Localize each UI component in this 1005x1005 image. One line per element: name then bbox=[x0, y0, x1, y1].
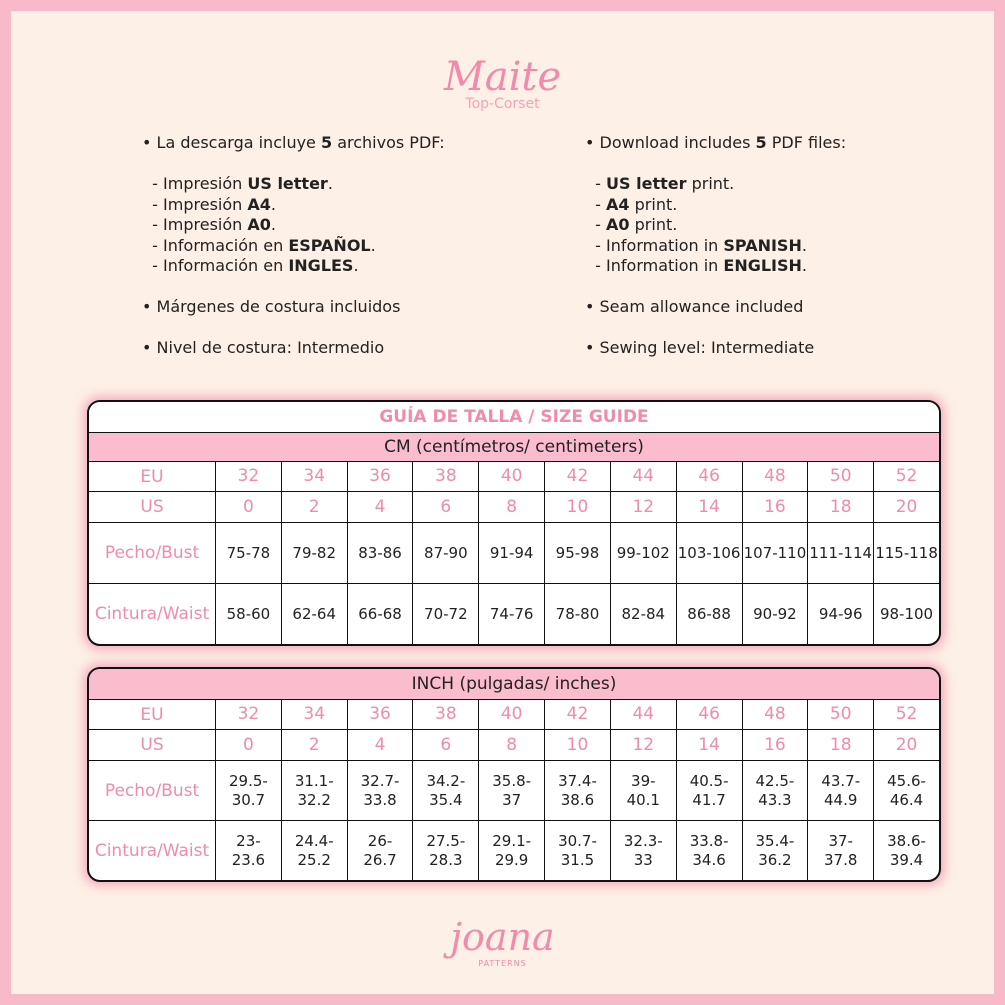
table-cell: 12 bbox=[611, 730, 677, 760]
row-label: EU bbox=[89, 462, 216, 491]
row-label: US bbox=[89, 492, 216, 522]
row-label: Pecho/Bust bbox=[89, 761, 216, 820]
table-cell: 35.8- 37 bbox=[479, 761, 545, 820]
table-cell: 44 bbox=[611, 462, 677, 491]
table-cell: 32 bbox=[216, 462, 282, 491]
row-label: US bbox=[89, 730, 216, 760]
table-cell: 34 bbox=[282, 462, 348, 491]
table-cell: 32.3- 33 bbox=[611, 821, 677, 880]
file-list-item: - US letter print. bbox=[585, 174, 735, 193]
table-cell: 44 bbox=[611, 700, 677, 729]
level-line: • Sewing level: Intermediate bbox=[585, 338, 815, 357]
table-cell: 82-84 bbox=[611, 584, 677, 644]
file-list-item: - Impresión A0. bbox=[142, 215, 276, 234]
brand-logo: joana bbox=[450, 915, 555, 959]
row-label: Cintura/Waist bbox=[89, 821, 216, 880]
table-cell: 37.4- 38.6 bbox=[545, 761, 611, 820]
table-cell: 75-78 bbox=[216, 523, 282, 583]
row-label: Pecho/Bust bbox=[89, 523, 216, 583]
table-cell: 4 bbox=[348, 730, 414, 760]
brand-logo-sub: PATTERNS bbox=[478, 959, 527, 968]
seam-line: • Márgenes de costura incluidos bbox=[142, 297, 401, 316]
table-cell: 50 bbox=[808, 462, 874, 491]
file-list bbox=[585, 174, 846, 277]
table-cell: 58-60 bbox=[216, 584, 282, 644]
table-row bbox=[89, 462, 939, 492]
table-cell: 50 bbox=[808, 700, 874, 729]
file-list-item: - Impresión US letter. bbox=[142, 174, 333, 193]
table-cell: 40.5- 41.7 bbox=[677, 761, 743, 820]
level-line: • Nivel de costura: Intermedio bbox=[142, 338, 385, 357]
table-row bbox=[89, 492, 939, 523]
cm-unit-header: CM (centímetros/ centimeters) bbox=[89, 433, 939, 462]
table-cell: 48 bbox=[743, 462, 809, 491]
table-cell: 62-64 bbox=[282, 584, 348, 644]
table-cell: 12 bbox=[611, 492, 677, 522]
table-cell: 16 bbox=[743, 492, 809, 522]
table-cell: 70-72 bbox=[413, 584, 479, 644]
table-cell: 38.6- 39.4 bbox=[887, 831, 926, 869]
table-cell: 8 bbox=[479, 492, 545, 522]
spanish-column bbox=[142, 133, 445, 359]
table-cell: 52 bbox=[895, 704, 918, 724]
table-cell: 26- 26.7 bbox=[348, 821, 414, 880]
table-cell: 10 bbox=[545, 730, 611, 760]
inch-size-table bbox=[87, 667, 941, 882]
table-cell: 23- 23.6 bbox=[216, 821, 282, 880]
table-cell: 8 bbox=[479, 730, 545, 760]
table-cell: 31.1- 32.2 bbox=[282, 761, 348, 820]
file-list bbox=[142, 174, 445, 277]
table-cell: 20 bbox=[895, 496, 918, 517]
table-cell: 33.8- 34.6 bbox=[677, 821, 743, 880]
table-cell: 42.5- 43.3 bbox=[743, 761, 809, 820]
file-list-item: - Información en INGLES. bbox=[142, 256, 359, 275]
table-cell: 32.7- 33.8 bbox=[348, 761, 414, 820]
table-cell: 37- 37.8 bbox=[808, 821, 874, 880]
table-cell: 42 bbox=[545, 700, 611, 729]
table-cell: 39- 40.1 bbox=[611, 761, 677, 820]
table-row bbox=[89, 761, 939, 821]
table-row bbox=[89, 700, 939, 730]
table-cell: 38 bbox=[413, 462, 479, 491]
table-cell: 46 bbox=[677, 700, 743, 729]
cm-rows bbox=[89, 462, 939, 644]
table-row bbox=[89, 523, 939, 584]
row-label: EU bbox=[89, 700, 216, 729]
table-cell: 90-92 bbox=[743, 584, 809, 644]
table-cell: 14 bbox=[677, 730, 743, 760]
table-cell: 27.5- 28.3 bbox=[413, 821, 479, 880]
table-cell: 40 bbox=[479, 462, 545, 491]
table-cell: 29.1- 29.9 bbox=[479, 821, 545, 880]
table-cell: 74-76 bbox=[479, 584, 545, 644]
download-line: • Download includes 5 PDF files: bbox=[585, 133, 847, 152]
page bbox=[11, 11, 994, 994]
table-cell: 87-90 bbox=[413, 523, 479, 583]
table-cell: 18 bbox=[808, 730, 874, 760]
inch-unit-header: INCH (pulgadas/ inches) bbox=[89, 669, 939, 700]
cm-size-table bbox=[87, 400, 941, 646]
table-cell: 34 bbox=[282, 700, 348, 729]
table-cell: 6 bbox=[413, 492, 479, 522]
table-cell: 30.7- 31.5 bbox=[545, 821, 611, 880]
table-cell: 78-80 bbox=[545, 584, 611, 644]
table-cell: 48 bbox=[743, 700, 809, 729]
table-cell: 66-68 bbox=[348, 584, 414, 644]
table-cell: 111-114 bbox=[808, 523, 874, 583]
page-title: Maite bbox=[443, 54, 562, 100]
table-cell: 34.2- 35.4 bbox=[413, 761, 479, 820]
table-cell: 36 bbox=[348, 462, 414, 491]
table-cell: 46 bbox=[677, 462, 743, 491]
table-cell: 16 bbox=[743, 730, 809, 760]
table-cell: 52 bbox=[895, 466, 918, 486]
table-cell: 107-110 bbox=[743, 523, 809, 583]
table-cell: 29.5- 30.7 bbox=[216, 761, 282, 820]
page-subtitle: Top-Corset bbox=[465, 96, 540, 112]
table-cell: 86-88 bbox=[677, 584, 743, 644]
file-list-item: - Información en ESPAÑOL. bbox=[142, 235, 376, 255]
table-cell: 94-96 bbox=[808, 584, 874, 644]
table-cell: 38 bbox=[413, 700, 479, 729]
file-list-item: - A0 print. bbox=[585, 215, 678, 234]
table-cell: 42 bbox=[545, 462, 611, 491]
table-cell: 83-86 bbox=[348, 523, 414, 583]
table-cell: 35.4- 36.2 bbox=[743, 821, 809, 880]
table-cell: 45.6- 46.4 bbox=[887, 771, 926, 809]
file-list-item: - Impresión A4. bbox=[142, 194, 276, 214]
english-column bbox=[585, 133, 846, 359]
table-cell: 24.4- 25.2 bbox=[282, 821, 348, 880]
table-cell: 43.7- 44.9 bbox=[808, 761, 874, 820]
table-cell: 99-102 bbox=[611, 523, 677, 583]
file-list-item: - Information in ENGLISH. bbox=[585, 256, 808, 275]
table-cell: 36 bbox=[348, 700, 414, 729]
size-guide-title: GUÍA DE TALLA / SIZE GUIDE bbox=[89, 402, 939, 433]
table-row bbox=[89, 584, 939, 644]
seam-line: • Seam allowance included bbox=[585, 297, 804, 316]
table-row bbox=[89, 730, 939, 761]
table-cell: 0 bbox=[216, 730, 282, 760]
table-cell: 2 bbox=[282, 492, 348, 522]
table-cell: 0 bbox=[216, 492, 282, 522]
file-list-item: - Information in SPANISH. bbox=[585, 235, 807, 255]
table-cell: 2 bbox=[282, 730, 348, 760]
table-cell: 40 bbox=[479, 700, 545, 729]
table-cell: 79-82 bbox=[282, 523, 348, 583]
table-cell: 10 bbox=[545, 492, 611, 522]
table-cell: 103-106 bbox=[677, 523, 743, 583]
table-cell: 20 bbox=[895, 734, 918, 755]
table-cell: 18 bbox=[808, 492, 874, 522]
table-cell: 91-94 bbox=[479, 523, 545, 583]
file-list-item: - A4 print. bbox=[585, 194, 678, 214]
table-cell: 95-98 bbox=[545, 523, 611, 583]
table-cell: 14 bbox=[677, 492, 743, 522]
inch-rows bbox=[89, 700, 939, 880]
table-cell: 4 bbox=[348, 492, 414, 522]
table-row bbox=[89, 821, 939, 880]
table-cell: 115-118 bbox=[875, 543, 938, 562]
table-cell: 32 bbox=[216, 700, 282, 729]
row-label: Cintura/Waist bbox=[89, 584, 216, 644]
table-cell: 98-100 bbox=[879, 604, 934, 623]
table-cell: 6 bbox=[413, 730, 479, 760]
download-line: • La descarga incluye 5 archivos PDF: bbox=[142, 133, 445, 152]
